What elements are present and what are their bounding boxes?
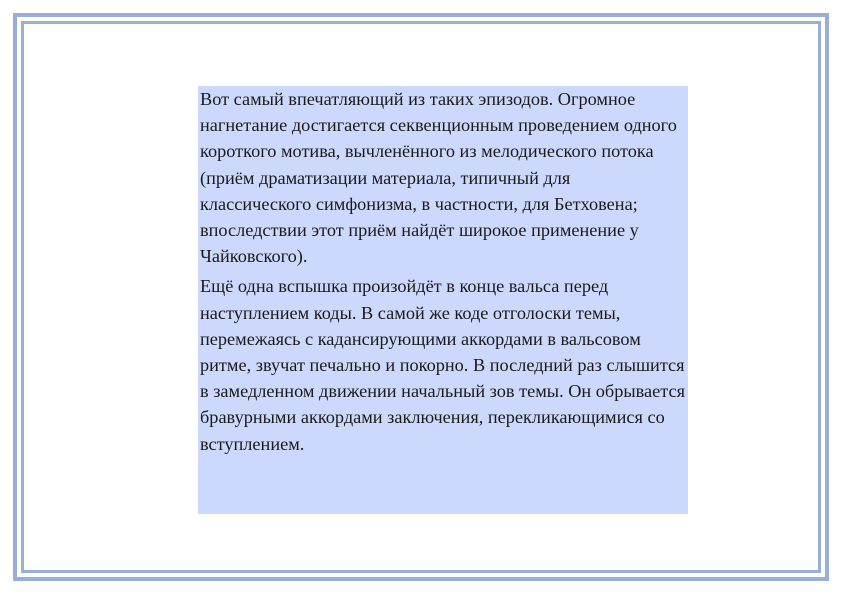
paragraph-1: Вот самый впечатляющий из таких эпизодов. Огромное нагнетание достигается секвенционным проведением одного короткого мотива, вычленённого из мелодического потока (приём драматизации материала, типичный для классического симфонизма, в частности, для Бетховена; впоследствии этот приём найдёт широкое применение у Чайковского). — [200, 89, 677, 267]
text-box — [198, 86, 688, 514]
paragraph-2: Ещё одна вспышка произойдёт в конце вальса перед наступлением коды. В самой же коде отголоски темы, перемежаясь с кадансирующими аккордами в вальсовом ритме, звучат печально и покорно. В последний раз слышится в замедленном движении начальный зов темы. Он обрывается бравурными аккордами заключения, перекликающимися со вступлением. — [200, 276, 685, 454]
